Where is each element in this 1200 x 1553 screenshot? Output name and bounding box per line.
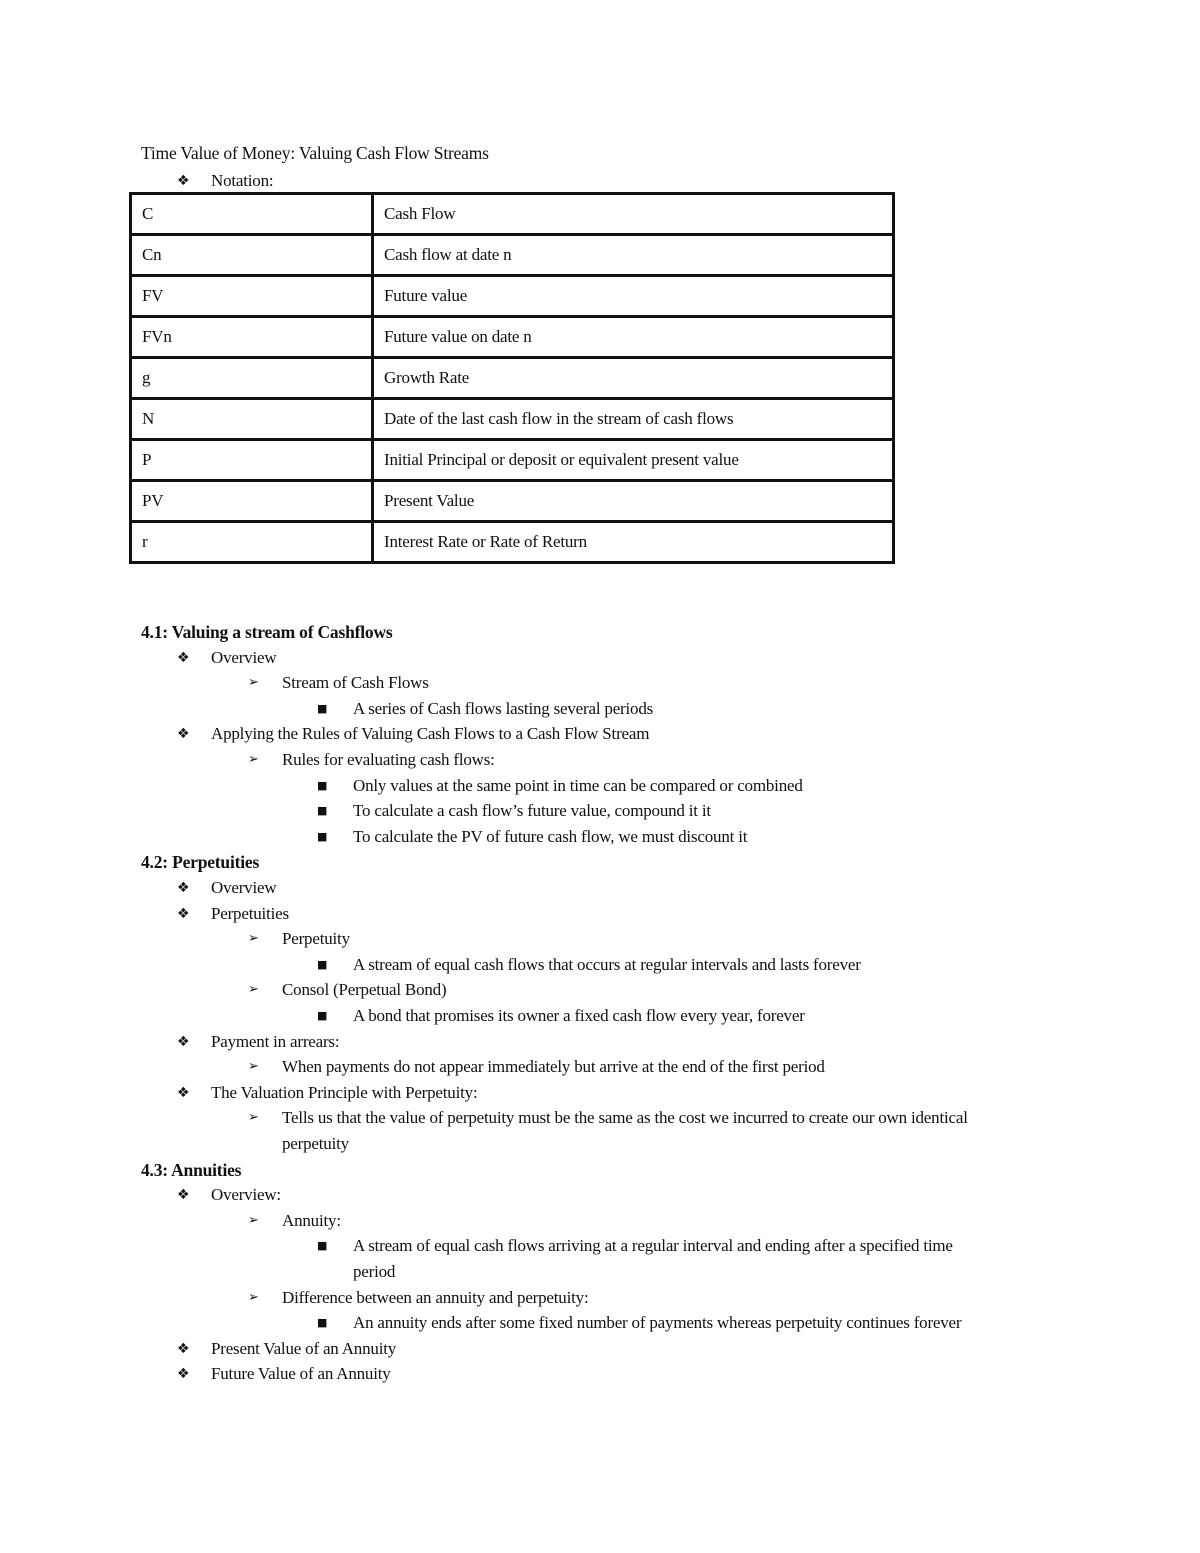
outline-item: The Valuation Principle with Perpetuity: (211, 1082, 478, 1102)
square-bullet-icon: ■ (317, 829, 328, 843)
diamond-bullet-icon: ❖ (177, 880, 190, 896)
outline-item: Tells us that the value of perpetuity must be the same as the cost we incurred to create our own identical (282, 1108, 968, 1128)
notation-meaning: Future value (373, 276, 894, 317)
outline-item: To calculate a cash flow’s future value, compound it it (353, 801, 711, 821)
notation-symbol: PV (131, 481, 373, 522)
notation-meaning: Future value on date n (373, 317, 894, 358)
outline-item: Payment in arrears: (211, 1031, 340, 1051)
notation-row (131, 194, 894, 235)
diamond-bullet-icon: ❖ (177, 726, 190, 743)
arrow-bullet-icon: ➢ (248, 1212, 259, 1228)
section-heading: 4.1: Valuing a stream of Cashflows (141, 622, 393, 642)
notation-row (131, 522, 894, 563)
outline-item: Stream of Cash Flows (282, 673, 429, 693)
notation-row (131, 276, 894, 317)
outline-item: Only values at the same point in time can be compared or combined (353, 775, 803, 795)
notation-row (131, 481, 894, 522)
outline-item: Overview: (211, 1185, 281, 1205)
section-heading: 4.3: Annuities (141, 1159, 242, 1180)
notation-symbol: C (131, 194, 373, 235)
square-bullet-icon: ■ (317, 1316, 328, 1330)
arrow-bullet-icon: ➢ (248, 982, 259, 998)
notation-meaning: Growth Rate (373, 358, 894, 399)
notation-symbol: Cn (131, 235, 373, 276)
notation-symbol: FVn (131, 317, 373, 358)
diamond-bullet-icon: ❖ (177, 1366, 190, 1383)
diamond-bullet-icon: ❖ (177, 1084, 190, 1101)
outline-item: Rules for evaluating cash flows: (282, 750, 495, 769)
outline-item-continuation: perpetuity (282, 1134, 349, 1153)
diamond-bullet-icon: ❖ (177, 1033, 190, 1050)
notation-table (129, 192, 895, 564)
outline-item: A stream of equal cash flows arriving at a regular interval and ending after a specified time (353, 1236, 953, 1256)
outline-item: Overview (211, 647, 277, 667)
notation-row (131, 440, 894, 481)
outline-item-continuation: period (353, 1262, 396, 1281)
outline-item: Perpetuity (282, 929, 350, 949)
notation-symbol: P (131, 440, 373, 481)
arrow-bullet-icon: ➢ (248, 752, 259, 767)
section-heading: 4.2: Perpetuities (141, 852, 260, 873)
arrow-bullet-icon: ➢ (248, 1110, 259, 1126)
notation-meaning: Present Value (373, 481, 894, 522)
arrow-bullet-icon: ➢ (248, 1289, 259, 1305)
notation-meaning: Initial Principal or deposit or equivalent present value (373, 440, 894, 481)
outline-item: Perpetuities (211, 903, 289, 923)
notation-symbol: FV (131, 276, 373, 317)
notation-meaning: Date of the last cash flow in the stream of cash flows (373, 399, 894, 440)
outline-item: Consol (Perpetual Bond) (282, 980, 447, 1000)
square-bullet-icon: ■ (317, 701, 328, 715)
outline-item: When payments do not appear immediately but arrive at the end of the first period (282, 1057, 825, 1077)
notation-meaning: Cash flow at date n (373, 235, 894, 276)
outline-item: A series of Cash flows lasting several periods (353, 698, 654, 718)
notation-symbol: N (131, 399, 373, 440)
square-bullet-icon: ■ (317, 804, 328, 818)
notation-row (131, 358, 894, 399)
outline-item: Overview (211, 878, 277, 897)
outline-item: A bond that promises its owner a fixed cash flow every year, forever (353, 1006, 805, 1025)
diamond-bullet-icon: ❖ (177, 1187, 190, 1204)
diamond-bullet-icon: ❖ (177, 1340, 190, 1357)
diamond-bullet-icon: ❖ (177, 173, 190, 189)
square-bullet-icon: ■ (317, 778, 328, 792)
diamond-bullet-icon: ❖ (177, 905, 190, 922)
arrow-bullet-icon: ➢ (248, 675, 259, 691)
notation-label: Notation: (211, 171, 274, 190)
notation-meaning: Cash Flow (373, 194, 894, 235)
square-bullet-icon: ■ (317, 1239, 328, 1253)
outline-item: An annuity ends after some fixed number of payments whereas perpetuity continues forever (353, 1313, 962, 1333)
notation-row (131, 317, 894, 358)
notation-row (131, 399, 894, 440)
outline-item: To calculate the PV of future cash flow, we must discount it (353, 826, 748, 846)
square-bullet-icon: ■ (317, 957, 328, 971)
outline-item: A stream of equal cash flows that occurs at regular intervals and lasts forever (353, 954, 861, 974)
document-title: Time Value of Money: Valuing Cash Flow Streams (141, 143, 489, 163)
square-bullet-icon: ■ (317, 1009, 328, 1022)
arrow-bullet-icon: ➢ (248, 1059, 259, 1075)
notation-meaning: Interest Rate or Rate of Return (373, 522, 894, 563)
outline-item: Difference between an annuity and perpetuity: (282, 1287, 589, 1307)
outline-item: Annuity: (282, 1210, 341, 1230)
notation-symbol: r (131, 522, 373, 563)
outline-item: Present Value of an Annuity (211, 1338, 397, 1358)
notation-row (131, 235, 894, 276)
arrow-bullet-icon: ➢ (248, 931, 259, 947)
diamond-bullet-icon: ❖ (177, 649, 190, 666)
outline-item: Future Value of an Annuity (211, 1364, 391, 1384)
notation-symbol: g (131, 358, 373, 399)
outline-item: Applying the Rules of Valuing Cash Flows to a Cash Flow Stream (211, 724, 650, 744)
